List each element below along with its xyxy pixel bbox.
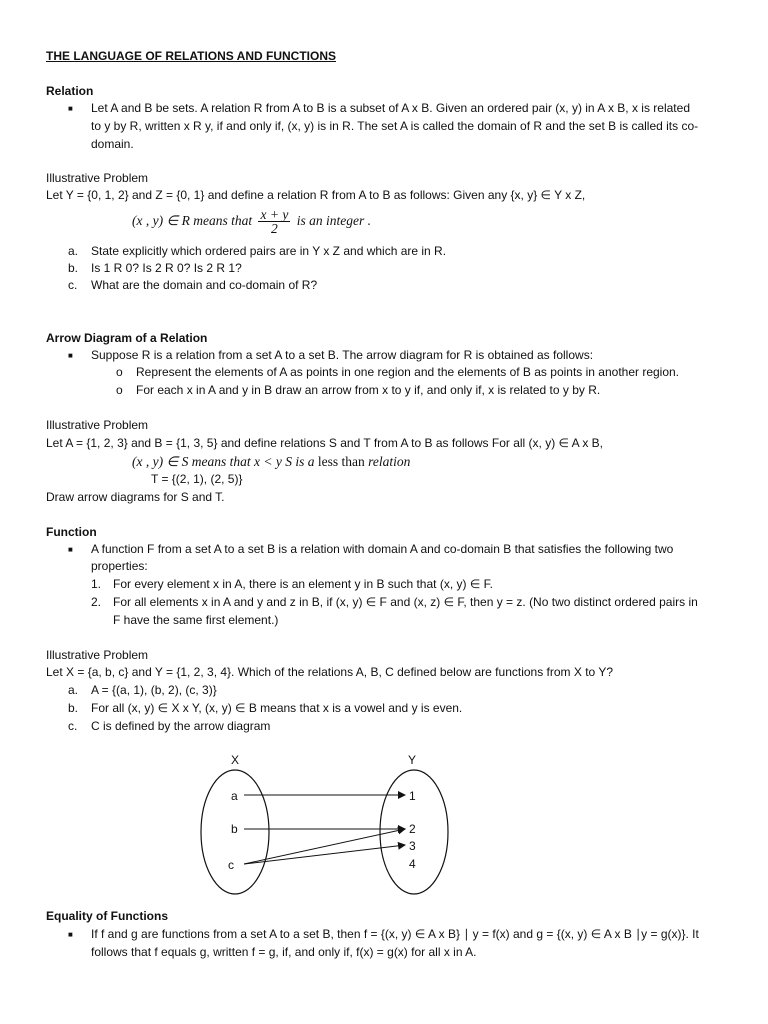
problem-intro-1: Let Y = {0, 1, 2} and Z = {0, 1} and define a relation R from A to B as follows: Given any {x, y} ∈ Y x Z, bbox=[46, 188, 586, 202]
item-marker: b. bbox=[68, 261, 79, 275]
arrow-diagram-def: Suppose R is a relation from a set A to a set B. The arrow diagram for R is obtained as follows: bbox=[91, 348, 594, 362]
x-element-b: b bbox=[231, 822, 238, 836]
item-marker: a. bbox=[68, 244, 79, 258]
arrow-diagram-heading: Arrow Diagram of a Relation bbox=[46, 331, 208, 345]
set-y-label: Y bbox=[408, 753, 417, 767]
function-def-line1: A function F from a set A to a set B is a relation with domain A and co-domain B that satisfies the following two bbox=[91, 542, 674, 556]
function-def-line2: properties: bbox=[91, 559, 148, 573]
s-formula-tail: relation bbox=[368, 454, 411, 469]
problem-heading-2: Illustrative Problem bbox=[46, 418, 149, 432]
y-element-4: 4 bbox=[409, 857, 416, 871]
relation-def-line1: Let A and B be sets. A relation R from A to B is a subset of A x B. Given an ordered pair (x, y) in A x B, x is related bbox=[91, 101, 690, 115]
function-heading: Function bbox=[46, 525, 97, 539]
relation-def-line3: domain. bbox=[91, 137, 134, 151]
function-item-c: C is defined by the arrow diagram bbox=[91, 719, 271, 733]
problem-intro-2: Let A = {1, 2, 3} and B = {1, 3, 5} and define relations S and T from A to B as follows For all (x, y) ∈ A x B, bbox=[46, 436, 604, 450]
equality-def-line2: follows that f equals g, written f = g, if, and only if, f(x) = g(x) for all x in A. bbox=[91, 945, 477, 959]
relation-item-b: Is 1 R 0? Is 2 R 0? Is 2 R 1? bbox=[91, 261, 242, 275]
prop-marker: 1. bbox=[91, 577, 102, 591]
arrow-diagram-step1: Represent the elements of A as points in one region and the elements of B as points in another region. bbox=[136, 365, 680, 379]
bullet-icon: ■ bbox=[68, 930, 73, 939]
t-relation-set: T = {(2, 1), (2, 5)} bbox=[151, 472, 243, 486]
s-formula-plain: less than bbox=[317, 454, 365, 469]
problem-heading-1: Illustrative Problem bbox=[46, 171, 149, 185]
formula-numerator: x + y bbox=[260, 207, 289, 223]
relation-item-a: State explicitly which ordered pairs are in Y x Z and which are in R. bbox=[91, 244, 447, 258]
item-marker: a. bbox=[68, 683, 79, 697]
function-prop-1: For every element x in A, there is an element y in B such that (x, y) ∈ F. bbox=[113, 577, 493, 591]
formula-left: (x , y) ∈ R means that bbox=[132, 213, 253, 228]
equality-def-line1: If f and g are functions from a set A to a set B, then f = {(x, y) ∈ A x B} ∣ y = f(x) and g = {(x, y) ∈ A x B ∣y = g(x)}. It bbox=[91, 927, 699, 941]
bullet-icon: ■ bbox=[68, 351, 73, 360]
sub-bullet-icon: o bbox=[116, 365, 123, 379]
function-item-a: A = {(a, 1), (b, 2), (c, 3)} bbox=[91, 683, 217, 697]
item-marker: c. bbox=[68, 278, 78, 292]
function-item-b: For all (x, y) ∈ X x Y, (x, y) ∈ B means that x is a vowel and y is even. bbox=[91, 701, 463, 715]
x-element-a: a bbox=[231, 789, 238, 803]
relation-item-c: What are the domain and co-domain of R? bbox=[91, 278, 318, 292]
x-element-c: c bbox=[228, 858, 234, 872]
prop-marker: 2. bbox=[91, 595, 102, 609]
function-prop-2-line1: For all elements x in A and y and z in B, if (x, y) ∈ F and (x, z) ∈ F, then y = z. (No two distinct ordered pairs in bbox=[113, 595, 698, 609]
s-formula-main: (x , y) ∈ S means that x < y S is a bbox=[132, 454, 315, 469]
formula-fraction bbox=[258, 208, 290, 235]
arrow-diagram-step2: For each x in A and y in B draw an arrow from x to y if, and only if, x is related to y by R. bbox=[136, 383, 601, 397]
set-x-label: X bbox=[231, 753, 240, 767]
bullet-icon: ■ bbox=[68, 104, 73, 113]
formula-denominator: 2 bbox=[271, 221, 278, 237]
relation-formula bbox=[132, 208, 371, 235]
arrow-diagram-figure bbox=[190, 745, 470, 905]
sub-bullet-icon: o bbox=[116, 383, 123, 397]
arrow-diagram-instruction: Draw arrow diagrams for S and T. bbox=[46, 490, 225, 504]
problem-heading-3: Illustrative Problem bbox=[46, 648, 149, 662]
item-marker: b. bbox=[68, 701, 79, 715]
y-element-1: 1 bbox=[409, 789, 416, 803]
y-element-2: 2 bbox=[409, 822, 416, 836]
problem-intro-3: Let X = {a, b, c} and Y = {1, 2, 3, 4}. Which of the relations A, B, C defined below are functions from X to Y? bbox=[46, 665, 614, 679]
bullet-icon: ■ bbox=[68, 545, 73, 554]
equality-heading: Equality of Functions bbox=[46, 909, 168, 923]
item-marker: c. bbox=[68, 719, 78, 733]
y-element-3: 3 bbox=[409, 839, 416, 853]
relation-heading: Relation bbox=[46, 84, 94, 98]
page-title: THE LANGUAGE OF RELATIONS AND FUNCTIONS bbox=[46, 49, 336, 63]
s-relation-formula bbox=[132, 453, 410, 470]
formula-right: is an integer . bbox=[296, 213, 371, 228]
function-prop-2-line2: F have the same first element.) bbox=[113, 613, 279, 627]
relation-def-line2: to y by R, written x R y, if and only if, (x, y) is in R. The set A is called the domain of R and the set B is called its co- bbox=[91, 119, 699, 133]
